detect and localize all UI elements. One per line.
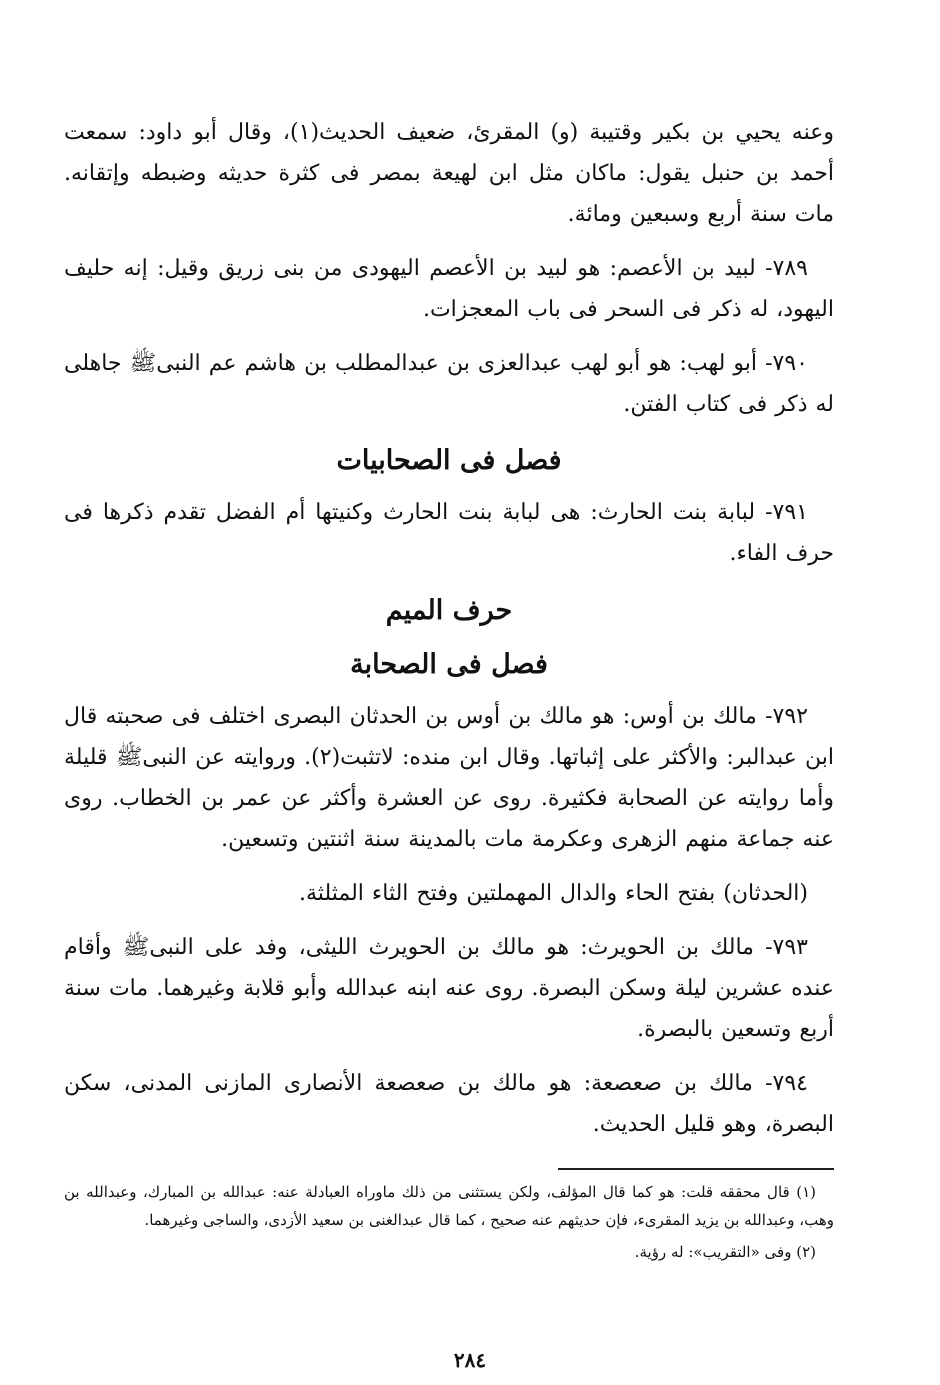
- footnotes: [64, 1178, 834, 1266]
- page-body: [64, 112, 834, 1270]
- footnote-separator: [558, 1168, 834, 1170]
- section-heading-sahaba: فصل فى الصحابة: [350, 649, 548, 680]
- entry-794: ٧٩٤- مالك بن صعصعة: هو مالك بن صعصعة الأنصارى المازنى المدنى، سكن البصرة، وهو قليل الحديث.: [64, 1071, 834, 1137]
- entry-790: ٧٩٠- أبو لهب: هو أبو لهب عبدالعزى بن عبدالمطلب بن هاشم عم النبىﷺ جاهلى له ذكر فى كتاب الفتن.: [64, 351, 834, 417]
- page-number: ٢٨٤: [453, 1348, 487, 1372]
- footnote-2: (٢) وفى «التقريب»: له رؤية.: [634, 1243, 816, 1261]
- note-hadathan: (الحدثان) بفتح الحاء والدال المهملتين وفتح الثاء المثلثة.: [299, 881, 808, 906]
- entry-789: ٧٨٩- لبيد بن الأعصم: هو لبيد بن الأعصم اليهودى من بنى زريق وقيل: إنه حليف اليهود، له ذكر فى السحر فى باب المعجزات.: [64, 256, 834, 322]
- entry-793: ٧٩٣- مالك بن الحويرث: هو مالك بن الحويرث الليثى، وفد على النبىﷺ وأقام عنده عشرين ليلة وسكن البصرة. روى عنه ابنه عبدالله وأبو قلابة وغيرهما. مات سنة أربع وتسعين بالبصرة.: [64, 935, 834, 1042]
- paragraph-continuation: وعنه يحيي بن بكير وقتيبة (و) المقرئ، ضعيف الحديث(١)، وقال أبو داود: سمعت أحمد بن حنبل يقول: ماكان مثل ابن لهيعة بمصر فى كثرة حديثه وضبطه وإتقانه. مات سنة أربع وسبعين ومائة.: [64, 120, 834, 227]
- footnote-1: (١) قال محققه قلت: هو كما قال المؤلف، ولكن يستثنى من ذلك ماوراه العبادلة عنه: عبدالله بن المبارك، وعبدالله بن وهب، وعبدالله بن يزيد المقرىء، فإن حديثهم عنه صحيح ، كما قال عبدالغنى بن سعيد الأزدى، والساجى وغيرهما.: [64, 1183, 834, 1229]
- entry-791: ٧٩١- لبابة بنت الحارث: هى لبابة بنت الحارث وكنيتها أم الفضل تقدم ذكرها فى حرف الفاء.: [64, 500, 834, 566]
- chapter-heading-meem: حرف الميم: [385, 595, 513, 626]
- section-heading-sahabiyat: فصل فى الصحابيات: [336, 445, 562, 476]
- entry-792: ٧٩٢- مالك بن أوس: هو مالك بن أوس بن الحدثان البصرى اختلف فى صحبته قال ابن عبدالبر: والأكثر على إثباتها. وقال ابن منده: لاتثبت(٢). وروايته عن النبىﷺ قليلة وأما روايته عن الصحابة فكثيرة. روى عن العشرة وأكثر عن عمر بن الخطاب. روى عنه جماعة منهم الزهرى وعكرمة مات بالمدينة سنة اثنتين وتسعين.: [64, 704, 834, 852]
- footnote-separator-wrap: [64, 1158, 834, 1178]
